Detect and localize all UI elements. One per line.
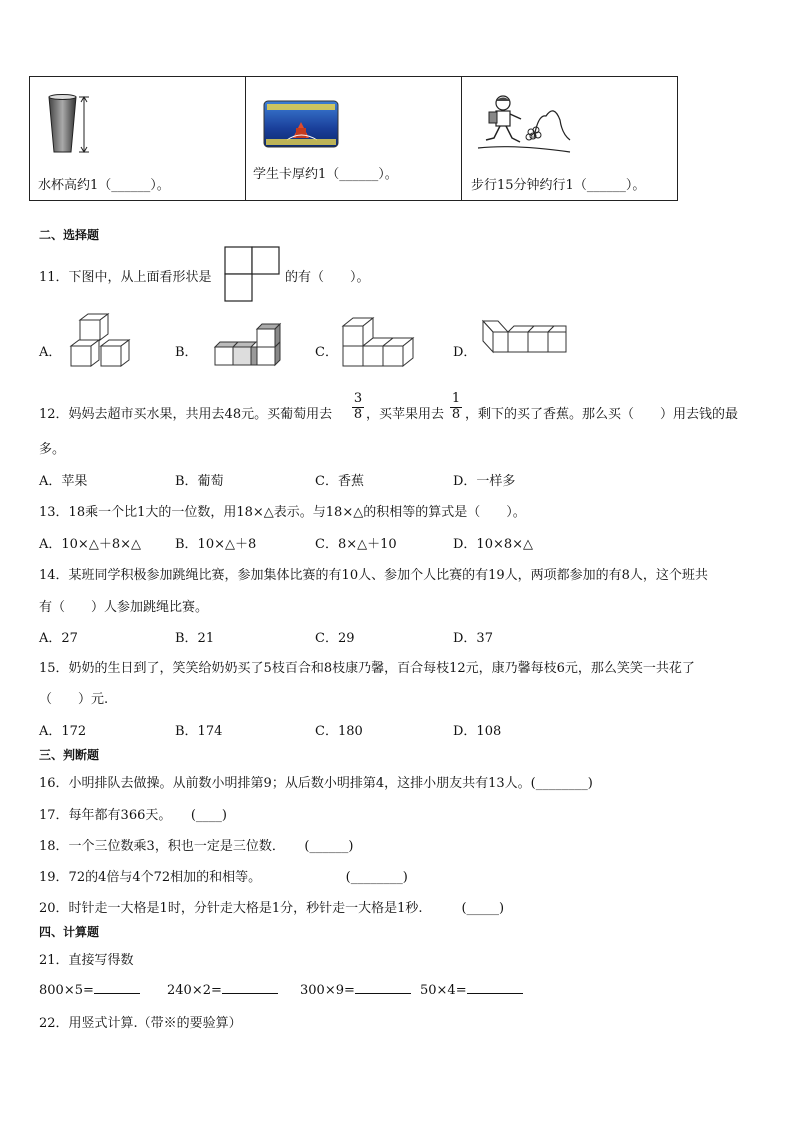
table-cell-card xyxy=(246,77,462,201)
q15-option-a[interactable]: A．172 xyxy=(39,724,87,739)
q11-text-after: 的有（ ）。 xyxy=(285,270,370,285)
q13-option-c[interactable]: C．8×△＋10 xyxy=(315,537,397,552)
q21-item-4 xyxy=(420,981,523,998)
walk-question: 步行15分钟约行1（______）。 xyxy=(471,178,646,193)
cube-stack-b-image xyxy=(212,322,282,370)
q12-option-a[interactable]: A．苹果 xyxy=(39,474,88,489)
q21-title: 21．直接写得数 xyxy=(39,953,134,968)
cup-question: 水杯高约1（______）。 xyxy=(38,178,170,193)
table-cell-walk xyxy=(462,77,678,201)
q12-option-c[interactable]: C．香蕉 xyxy=(315,474,364,489)
q12-fraction-grapes xyxy=(352,392,364,422)
cube-stack-d-image xyxy=(480,318,570,370)
q21-item-2 xyxy=(167,981,278,998)
top-view-shape xyxy=(224,246,280,302)
q15-text-line2: （ ）元. xyxy=(39,692,109,707)
q14-option-b[interactable]: B．21 xyxy=(175,631,215,646)
q13-option-d[interactable]: D．10×8×△ xyxy=(453,537,534,552)
q17-text: 17．每年都有366天。 (____) xyxy=(39,808,227,823)
q21-item-3 xyxy=(300,981,411,998)
cube-stack-a-image xyxy=(68,312,140,374)
calc-expression: 240×2= xyxy=(167,983,222,998)
q13-text: 13．18乘一个比1大的一位数，用18×△表示。与18×△的积相等的算式是（ ）。 xyxy=(39,505,526,520)
q14-option-c[interactable]: C．29 xyxy=(315,631,355,646)
q22-text: 22．用竖式计算.（带※的要验算） xyxy=(39,1016,242,1031)
q11-option-b-label[interactable]: B． xyxy=(175,345,198,360)
table-cell-cup xyxy=(30,77,246,201)
section-heading-choice: 二、选择题 xyxy=(39,228,100,242)
section-heading-judgment: 三、判断题 xyxy=(39,748,100,762)
fraction-denominator: 8 xyxy=(353,407,363,422)
q14-option-a[interactable]: A．27 xyxy=(39,631,78,646)
section-heading-calculation: 四、计算题 xyxy=(39,925,100,939)
cup-image xyxy=(44,94,104,164)
calc-expression: 800×5= xyxy=(39,983,94,998)
fraction-denominator: 8 xyxy=(451,407,461,422)
q15-option-d[interactable]: D．108 xyxy=(453,724,502,739)
q15-text-line1: 15．奶奶的生日到了，笑笑给奶奶买了5枝百合和8枝康乃馨，百合每枝12元，康乃馨每枝6元，那么笑笑一共花了 xyxy=(39,661,695,676)
calc-expression: 300×9= xyxy=(300,983,355,998)
units-table xyxy=(29,76,678,201)
answer-blank[interactable] xyxy=(222,981,278,994)
card-question: 学生卡厚约1（______）。 xyxy=(253,167,398,182)
q14-text-line2: 有（ ）人参加跳绳比赛。 xyxy=(39,600,209,615)
fraction-numerator: 1 xyxy=(451,391,461,406)
q16-text: 16．小明排队去做操。从前数小明排第9；从后数小明排第4，这排小朋友共有13人。(________) xyxy=(39,776,593,791)
answer-blank[interactable] xyxy=(355,981,411,994)
q14-text-line1: 14．某班同学积极参加跳绳比赛，参加集体比赛的有10人、参加个人比赛的有19人，两项都参加的有8人，这个班共 xyxy=(39,568,708,583)
q18-text: 18．一个三位数乘3，积也一定是三位数． (______) xyxy=(39,839,354,854)
q12-fraction-apples xyxy=(450,392,462,422)
q15-option-b[interactable]: B．174 xyxy=(175,724,223,739)
q13-option-a[interactable]: A．10×△＋8×△ xyxy=(39,537,141,552)
q20-text: 20．时针走一大格是1时，分针走大格是1分，秒针走一大格是1秒. (_____) xyxy=(39,901,505,916)
q12-option-d[interactable]: D．一样多 xyxy=(453,474,516,489)
q11-text-before: 11．下图中，从上面看形状是 xyxy=(39,270,212,285)
q12-text-part3: ，剩下的买了香蕉。那么买（ ）用去钱的最 xyxy=(465,407,739,422)
q12-option-b[interactable]: B．葡萄 xyxy=(175,474,224,489)
q13-option-b[interactable]: B．10×△＋8 xyxy=(175,537,257,552)
q11-option-d-label[interactable]: D． xyxy=(453,345,477,360)
q12-text-part1: 12．妈妈去超市买水果，共用去48元。买葡萄用去 xyxy=(39,407,333,422)
walking-child-image xyxy=(474,94,574,154)
q11-option-c-label[interactable]: C． xyxy=(315,345,338,360)
student-card-image xyxy=(263,100,339,148)
q14-option-d[interactable]: D．37 xyxy=(453,631,493,646)
answer-blank[interactable] xyxy=(467,981,523,994)
calc-expression: 50×4= xyxy=(420,983,467,998)
answer-blank[interactable] xyxy=(94,981,140,994)
q21-item-1 xyxy=(39,981,140,998)
q12-text-part4: 多。 xyxy=(39,442,66,457)
fraction-numerator: 3 xyxy=(353,391,363,406)
q11-option-a-label[interactable]: A． xyxy=(39,345,62,360)
cube-stack-c-image xyxy=(340,316,420,374)
q15-option-c[interactable]: C．180 xyxy=(315,724,363,739)
q19-text: 19．72的4倍与4个72相加的和相等。 (________) xyxy=(39,870,408,885)
q12-text-part2: ，买苹果用去 xyxy=(366,407,445,422)
